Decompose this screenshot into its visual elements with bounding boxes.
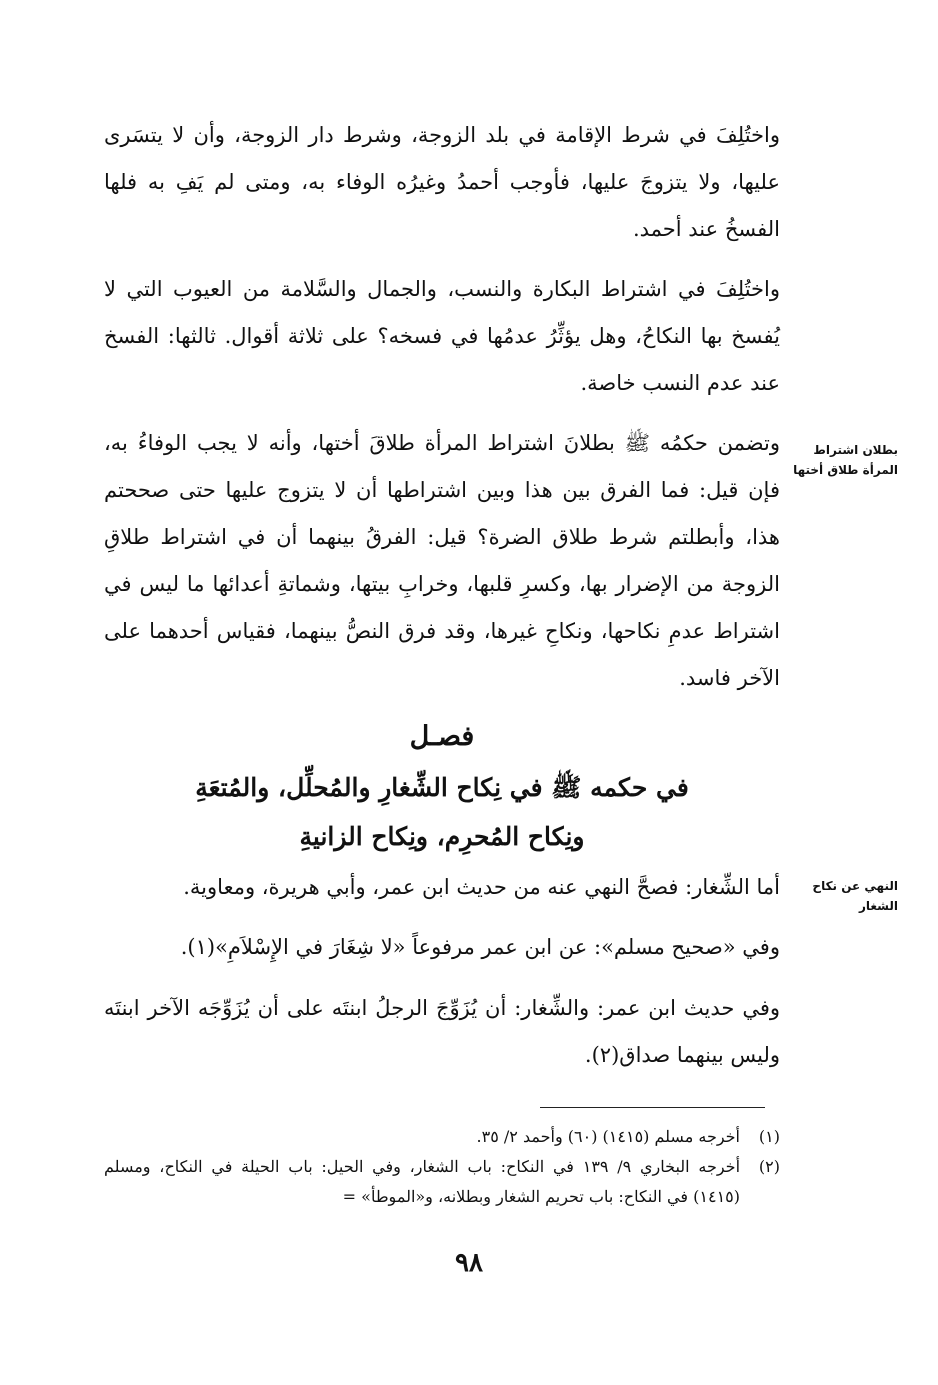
section-heading-fasl: فصـل bbox=[409, 721, 475, 752]
footnote-separator bbox=[540, 1107, 765, 1108]
margin-note-sister-divorce: بطلان اشتراط المرأة طلاق أختها bbox=[793, 443, 898, 477]
section-heading-line2: ونِكاح المُحرِم، ونِكاح الزانيةِ bbox=[299, 822, 585, 851]
paragraph-shighar-definition: وفي حديث ابن عمر: والشِّغار: أن يُزَوِّجَ الرجلُ ابنتَه على أن يُزَوِّجَه الآخر ابنتَه وليس بينهما صداق(٢). bbox=[104, 996, 780, 1067]
paragraph-sahih-muslim: وفي «صحيح مسلم»: عن ابن عمر مرفوعاً «لا شِغَارَ في الإِسْلاَمِ»(١). bbox=[180, 935, 780, 959]
footnote-number: (٢) bbox=[758, 1157, 780, 1176]
section-heading-line1: في حكمه ﷺ في نِكاح الشِّغارِ والمُحلِّل، والمُتعَةِ bbox=[195, 773, 689, 802]
footnote-number: (١) bbox=[758, 1127, 780, 1146]
footnote-text: أخرجه مسلم (١٤١٥) (٦٠) وأحمد ٢/ ٣٥. bbox=[476, 1127, 740, 1146]
footnote-text: أخرجه البخاري ٩/ ١٣٩ في النكاح: باب الشغار، وفي الحيل: باب الحيلة في النكاح، ومسلم (١٤١٥) في النكاح: باب تحريم الشغار وبطلانه، و«الموطأ» = bbox=[104, 1157, 741, 1206]
paragraph-virginity-condition: واختُلِفَ في اشتراط البكارة والنسب، والجمال والسَّلامة من العيوب التي لا يُفسخ بها النكاحُ، وهل يؤثِّرُ عدمُها في فسخه؟ على ثلاثة أقوال. ثالثها: الفسخ عند عدم النسب خاصة. bbox=[104, 277, 780, 395]
paragraph-sister-divorce: وتضمن حكمُه ﷺ بطلانَ اشتراط المرأة طلاقَ أختها، وأنه لا يجب الوفاءُ به، فإن قيل: فما الفرق بين هذا وبين اشتراطها أن لا يتزوج عليها حتى صححتم هذا، وأبطلتم شرط طلاق الضرة؟ قيل: الفرقُ بينهما أن في اشتراط طلاقِ الزوجة من الإضرار بها، وكسرِ قلبها، وخرابِ بيتها، وشماتةِ أعدائها ما ليس في اشتراط عدمِ نكاحها، ونكاحِ غيرها، وقد فرق النصُّ بينهما، فقياس أحدهما على الآخر فاسد. bbox=[104, 431, 780, 690]
margin-note-shighar: النهي عن نكاح الشغار bbox=[812, 879, 898, 913]
paragraph-shighar-prohibition: أما الشِّغار: فصحَّ النهي عنه من حديث ابن عمر، وأبي هريرة، ومعاوية. bbox=[183, 875, 780, 899]
footnote-2 bbox=[104, 1152, 780, 1212]
page-number: ٩٨ bbox=[455, 1248, 483, 1278]
footnotes bbox=[104, 1122, 780, 1212]
paragraph-iqama-condition: واختُلِفَ في شرط الإقامة في بلد الزوجة، وشرط دار الزوجة، وأن لا يتسَرى عليها، ولا يتزوجَ عليها، فأوجب أحمدُ وغيرُه الوفاء به، ومتى لم يَفِ به فلها الفسخُ عند أحمد. bbox=[104, 123, 780, 241]
footnote-1 bbox=[104, 1122, 780, 1152]
